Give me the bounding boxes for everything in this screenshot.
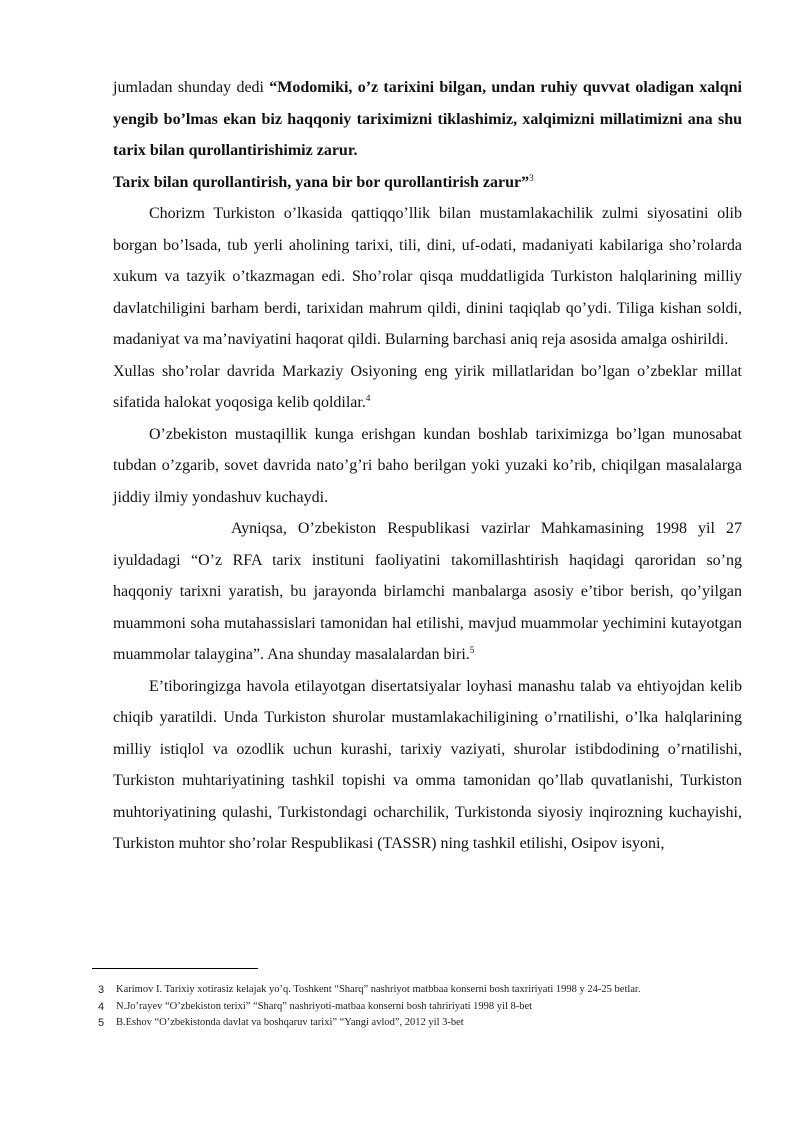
footnote-text: B.Eshov “O’zbekistonda davlat va boshqaruv tarixi” “Yangi avlod”, 2012 yil 3-bet — [116, 1017, 464, 1028]
footnote-divider — [92, 968, 258, 969]
quote-bold-text: “Modomiki, o’z tarixini bilgan, undan ruhiy quvvat oladigan xalqni yengib bo’lmas ekan biz haqqoniy tariximizni tiklashimiz, xalqimizni millatimizni ana shu tarix bilan qurollantirishimiz zarur. — [113, 79, 742, 159]
footnote-4 — [98, 1000, 746, 1015]
footnote-text: N.Jo’rayev “O’zbekiston terixi” “Sharq” nashriyoti-matbaa konserni bosh tahririyati 1998 yil 8-bet — [116, 1000, 533, 1012]
document-body — [113, 72, 742, 860]
paragraph-3: Chorizm Turkiston o’lkasida qattiqqo’llik bilan mustamlakachilik zulmi siyosatini olib borgan bo’lsada, tub yerli aholining tarixi, tili, dini, uf-odati, madaniyati kabilariga sho’rolarda xukum va tazyik o’tkazmagan edi. Sho’rolar qisqa muddatligida Turkiston halqlarining milliy davlatchiligini barham berdi, tarixidan mahrum qildi, dinini taqiqlab qo’ydi. Tiliga kishan soldi, madaniyat va ma’naviyatini haqorat qildi. Bularning barchasi aniq reja asosida amalga oshirildi. — [113, 205, 742, 348]
footnote-5 — [98, 1016, 746, 1031]
paragraph-7: E’tiboringizga havola etilayotgan disertatsiyalar loyhasi manashu talab va ehtiyojdan kelib chiqib yaratildi. Unda Turkiston shurolar mustamlakachiligining o’rnatilishi, o’lka halqlarining milliy istiqlol va ozodlik uchun kurashi, tarixiy vaziyati, shurolar istibdodining o’rnatilishi, Turkiston muhtariyatining tashkil topishi va omma tamonidan qo’llab quvatlanishi, Turkiston muhtoriyatining qulashi, Turkistondagi ocharchilik, Turkistonda siyosiy inqirozning kuchayishi, Turkiston muhtor sho’rolar Respublikasi (TASSR) ning tashkil etilishi, Osipov isyoni, — [113, 677, 742, 852]
paragraph-4 — [113, 356, 742, 419]
footnote-text: Karimov I. Tarixiy xotirasiz kelajak yo’q. Toshkent “Sharq” nashriyot matbbaa konserni bosh taxririyati 1998 y 24-25 betlar. — [116, 984, 641, 995]
footnote-number: 4 — [98, 1000, 105, 1013]
paragraph-5: O’zbekiston mustaqillik kunga erishgan kundan boshlab tariximizga bo’lgan munosabat tubdan o’zgarib, sovet davrida nato’g’ri baho berilgan yoki yuzaki ko’rib, chiqilgan masalalarga jiddiy ilmiy yondashuv kuchaydi. — [113, 425, 742, 506]
paragraph-6 — [113, 513, 742, 671]
paragraph-6-text: Ayniqsa, O’zbekiston Respublikasi vazirlar Mahkamasining 1998 yil 27 iyuldadagi “O’z RFA tarix instituni faoliyatini takomillashtirish haqidagi qaroridan so’ng haqqoniy tarixni yaratish, bu jarayonda birlamchi manbalarga asosiy e’tibor berish, qo’yilgan muammoni soha mutahassislari tamonidan hal etilishi, mavjud muammolar yechimini kutayotgan muammolar talaygina”. Ana shunday masalalardan biri. — [113, 520, 742, 663]
footnote-ref-3[interactable]: 3 — [529, 172, 534, 183]
quote-bold-ending: Tarix bilan qurollantirish, yana bir bor qurollantirish zarur” — [113, 173, 530, 191]
footnote-ref-5[interactable]: 5 — [469, 645, 475, 655]
paragraph-1-text: jumladan shunday dedi — [113, 79, 270, 96]
footnote-ref-4[interactable]: 4 — [365, 393, 371, 403]
paragraph-2 — [113, 167, 742, 199]
footnote-number: 3 — [98, 984, 105, 996]
paragraph-4-text: Xullas sho’rolar davrida Markaziy Osiyoning eng yirik millatlaridan bo’lgan o’zbeklar millat sifatida halokat yoqosiga kelib qoldilar. — [113, 362, 742, 411]
footnote-3 — [98, 983, 746, 998]
footnote-number: 5 — [98, 1017, 105, 1029]
paragraph-1 — [113, 72, 742, 167]
footnotes — [98, 983, 746, 1033]
